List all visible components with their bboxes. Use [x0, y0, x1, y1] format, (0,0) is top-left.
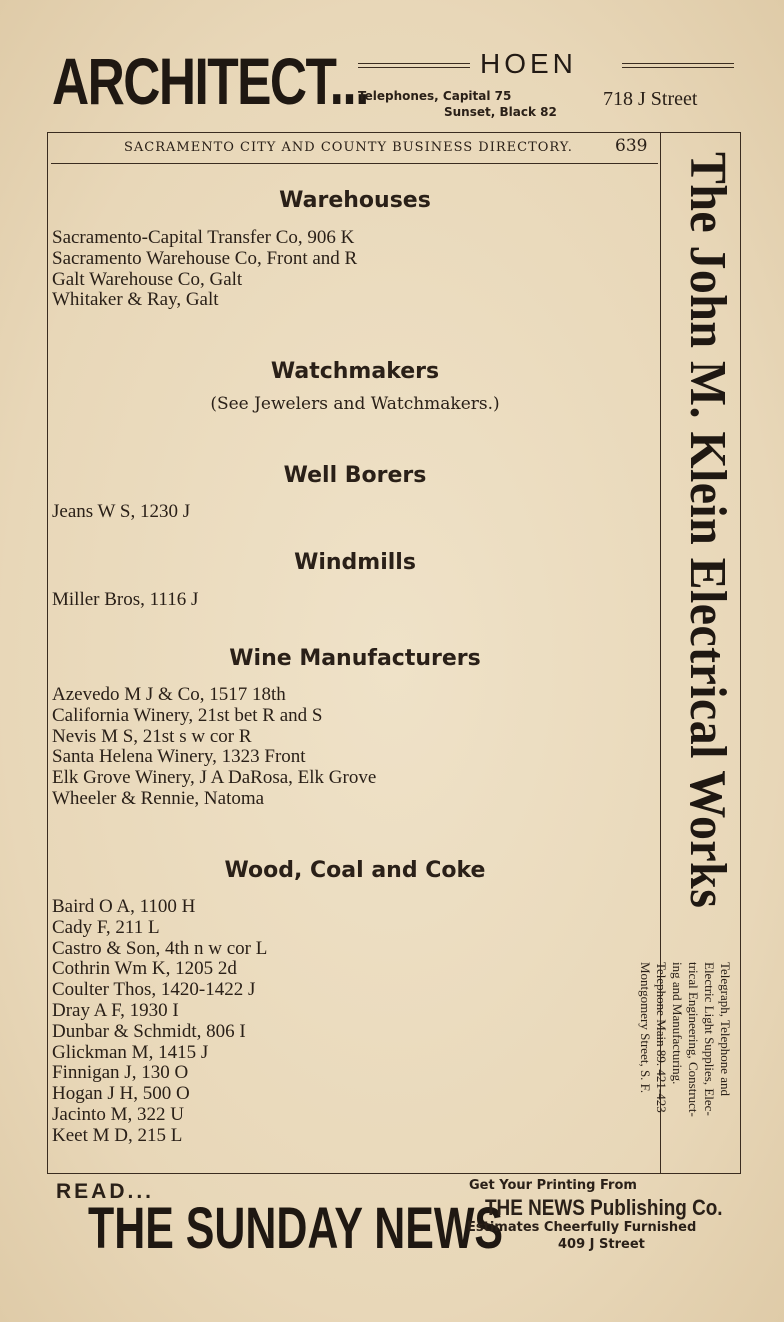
architect-ad-title: ARCHITECT... [52, 44, 368, 118]
bottom-ad-newspaper: THE SUNDAY NEWS [88, 1196, 503, 1261]
side-ad-line: ing and Manufacturing. [670, 962, 685, 1085]
printing-ad-company: THE NEWS Publishing Co. [485, 1195, 723, 1220]
architect-address: 718 J Street [603, 88, 698, 110]
running-head: SACRAMENTO CITY AND COUNTY BUSINESS DIRECTORY. [124, 140, 573, 155]
list-item: Wheeler & Rennie, Natoma [52, 787, 265, 809]
list-item: Jacinto M, 322 U [52, 1103, 184, 1125]
list-item: Dunbar & Schmidt, 806 I [52, 1020, 246, 1042]
side-ad-line: Telegraph, Telephone and [718, 962, 733, 1097]
list-item: Castro & Son, 4th n w cor L [52, 937, 268, 959]
section-entries-well-borers [52, 502, 652, 523]
section-note-watchmakers: (See Jewelers and Watchmakers.) [210, 394, 500, 414]
bottom-ad-read: READ... [56, 1180, 155, 1203]
side-ad-line: Telephone Main 89. 421-423 [654, 962, 669, 1113]
telephones-line-1: Telephones, Capital 75 [358, 89, 512, 103]
list-item: Glickman M, 1415 J [52, 1041, 209, 1063]
rule-right [622, 63, 734, 68]
printing-ad-address: 409 J Street [558, 1237, 645, 1252]
section-heading-windmills: Windmills [294, 550, 416, 575]
side-ad-title: The John M. Klein Electrical Works [679, 152, 736, 909]
list-item: Nevis M S, 21st s w cor R [52, 725, 252, 747]
header-rule [51, 163, 658, 164]
list-item: Miller Bros, 1116 J [52, 589, 199, 610]
list-item: Sacramento Warehouse Co, Front and R [52, 247, 358, 269]
list-item: Finnigan J, 130 O [52, 1062, 189, 1084]
section-entries-warehouses [52, 228, 652, 311]
architect-name: HOEN [480, 48, 577, 79]
list-item: Keet M D, 215 L [52, 1124, 183, 1146]
printing-ad-line-1: Get Your Printing From [469, 1178, 637, 1193]
list-item: Dray A F, 1930 I [52, 999, 179, 1021]
list-item: California Winery, 21st bet R and S [52, 704, 323, 726]
section-entries-wine-manufacturers [52, 685, 652, 810]
section-heading-wine-manufacturers: Wine Manufacturers [229, 646, 481, 671]
list-item: Sacramento-Capital Transfer Co, 906 K [52, 227, 355, 248]
list-item: Jeans W S, 1230 J [52, 501, 191, 522]
list-item: Whitaker & Ray, Galt [52, 289, 219, 311]
section-heading-well-borers: Well Borers [283, 463, 427, 488]
page-number: 639 [615, 136, 648, 156]
section-entries-wood-coal-coke [52, 897, 652, 1147]
list-item: Galt Warehouse Co, Galt [52, 268, 243, 290]
list-item: Hogan J H, 500 O [52, 1083, 190, 1105]
section-entries-windmills [52, 590, 652, 611]
side-ad-line: Electric Light Supplies, Elec- [702, 962, 717, 1116]
printing-ad-line-3: Estimates Cheerfully Furnished [467, 1220, 697, 1235]
side-ad-line: trical Engineering, Construct- [686, 962, 701, 1117]
section-heading-warehouses: Warehouses [279, 188, 431, 213]
list-item: Cothrin Wm K, 1205 2d [52, 958, 237, 980]
section-heading-watchmakers: Watchmakers [270, 359, 440, 384]
list-item: Elk Grove Winery, J A DaRosa, Elk Grove [52, 767, 377, 789]
rule-left [358, 63, 470, 68]
side-ad-detail-block [637, 962, 733, 1117]
list-item: Baird O A, 1100 H [52, 896, 196, 917]
list-item: Cady F, 211 L [52, 916, 160, 938]
side-ad-line: Montgomery Street, S. F. [638, 962, 653, 1094]
list-item: Azevedo M J & Co, 1517 18th [52, 684, 286, 705]
list-item: Santa Helena Winery, 1323 Front [52, 746, 306, 768]
telephones-line-2: Sunset, Black 82 [444, 105, 557, 119]
list-item: Coulter Thos, 1420-1422 J [52, 979, 256, 1001]
section-heading-wood-coal-coke: Wood, Coal and Coke [224, 858, 486, 883]
